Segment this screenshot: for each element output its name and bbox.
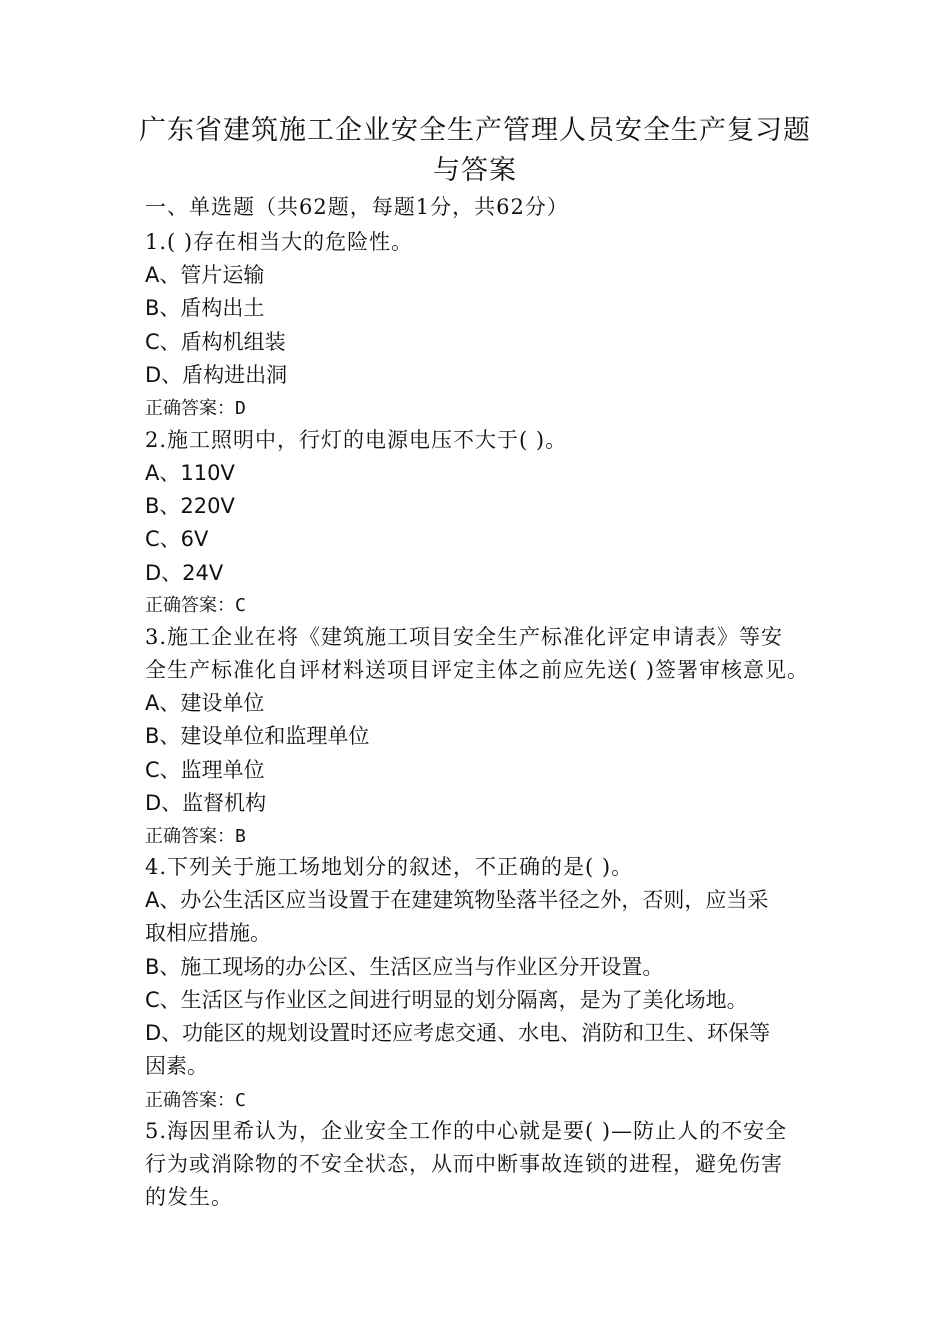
question-2-option-d: D、24V	[145, 561, 224, 585]
question-4-option-d-line-1: D、功能区的规划设置时还应考虑交通、水电、消防和卫生、环保等	[145, 1021, 771, 1045]
question-4-stem: 4.下列关于施工场地划分的叙述，不正确的是( )。	[145, 855, 634, 879]
question-3-answer: 正确答案：B	[145, 826, 246, 847]
question-2-option-c: C、6V	[145, 527, 209, 551]
question-4-option-d-line-2: 因素。	[145, 1054, 208, 1078]
question-5-stem-line-3: 的发生。	[145, 1185, 233, 1209]
question-1-stem: 1.( )存在相当大的危险性。	[145, 230, 414, 254]
question-3-option-c: C、监理单位	[145, 758, 265, 782]
question-1-option-b: B、盾构出土	[145, 296, 265, 320]
question-4-option-b: B、施工现场的办公区、生活区应当与作业区分开设置。	[145, 955, 664, 979]
question-2-option-a: A、110V	[145, 461, 235, 485]
question-3-stem-line-1: 3.施工企业在将《建筑施工项目安全生产标准化评定申请表》等安	[145, 625, 784, 649]
question-4-option-c: C、生活区与作业区之间进行明显的划分隔离，是为了美化场地。	[145, 988, 748, 1012]
section-heading: 一、单选题（共62题，每题1分，共62分）	[145, 195, 569, 219]
question-5-stem-line-2: 行为或消除物的不安全状态，从而中断事故连锁的进程，避免伤害	[145, 1152, 783, 1176]
question-3-option-d: D、监督机构	[145, 791, 267, 815]
question-4-option-a-line-1: A、办公生活区应当设置于在建建筑物坠落半径之外，否则，应当采	[145, 888, 769, 912]
question-2-answer: 正确答案：C	[145, 595, 246, 616]
question-5-stem-line-1: 5.海因里希认为，企业安全工作的中心就是要( )—防止人的不安全	[145, 1119, 788, 1143]
question-1-option-c: C、盾构机组装	[145, 330, 286, 354]
question-1-answer: 正确答案：D	[145, 398, 246, 419]
document-title-line-1: 广东省建筑施工企业安全生产管理人员安全生产复习题	[139, 115, 811, 146]
question-4-option-a-line-2: 取相应措施。	[145, 921, 271, 945]
question-3-option-b: B、建设单位和监理单位	[145, 724, 370, 748]
document-title-line-2: 与答案	[433, 155, 517, 186]
question-2-option-b: B、220V	[145, 494, 235, 518]
question-4-answer: 正确答案：C	[145, 1090, 246, 1111]
question-2-stem: 2.施工照明中，行灯的电源电压不大于( )。	[145, 428, 568, 452]
question-1-option-a: A、管片运输	[145, 263, 265, 287]
question-3-stem-line-2: 全生产标准化自评材料送项目评定主体之前应先送( )签署审核意见。	[145, 658, 810, 682]
question-3-option-a: A、建设单位	[145, 691, 265, 715]
question-1-option-d: D、盾构进出洞	[145, 363, 288, 387]
